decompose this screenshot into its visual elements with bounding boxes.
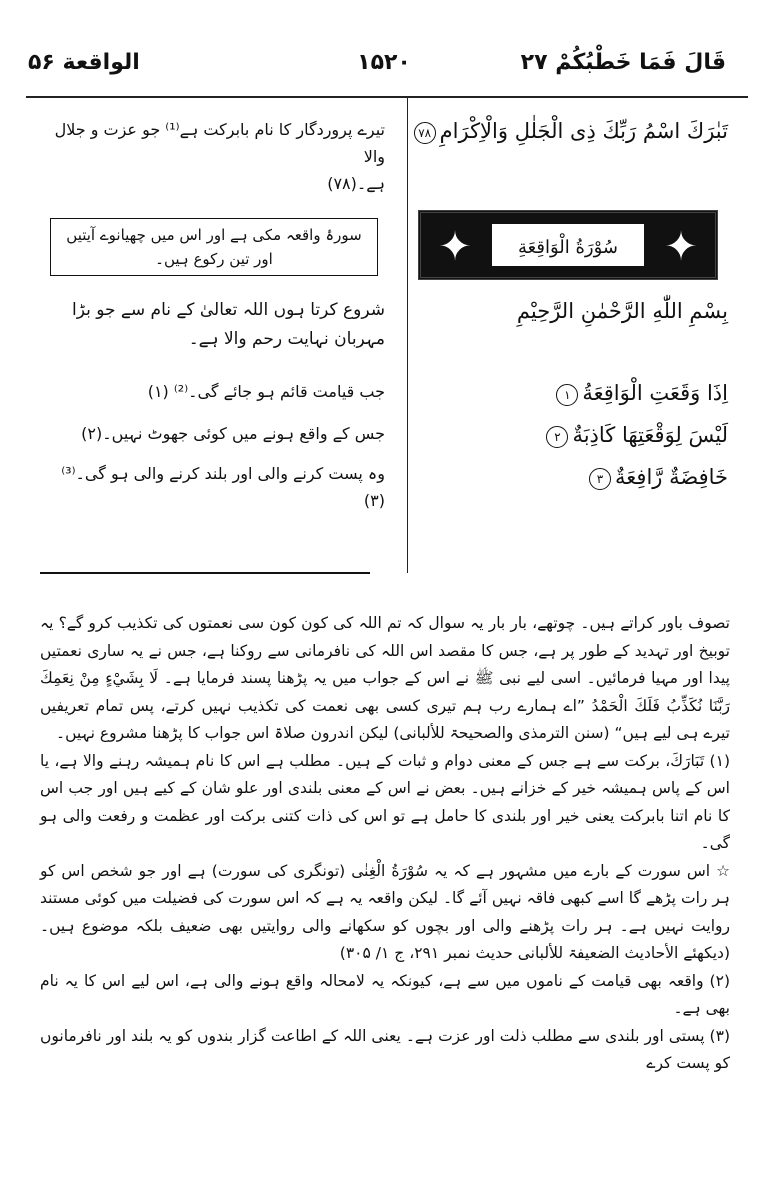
column-divider — [407, 98, 408, 573]
arabic-ayah-1: اِذَا وَقَعَتِ الْوَاقِعَةُ۱ — [556, 380, 728, 407]
footnote-continued: تصوف باور کراتے ہیں۔ چوتھے، بار بار یہ سوال کہ تم اللہ کی کون کون سی نعمتوں کی تکذیب کرو گے؟ یہ توبیخ اور تہدید کے طور پر ہے، جس کا مقصد اس اللہ کی نافرمانی سے روکنا ہے، جس نے یہ ساری نعمتیں پیدا اور مہیا فرمائیں۔ اسی لیے نبی ﷺ نے اس کے جواب میں یہ پڑھنا پسند فرمایا ہے۔ لَا بِشَيْءٍ مِنْ نِعَمِكَ رَبَّنَا نُكَذِّبُ فَلَكَ الْحَمْدُ ”اے ہمارے رب ہم تیری کسی بھی نعمت کی تکذیب نہیں کرتے، پس تمام تعریفیں تیرے ہی لیے ہیں“ (سنن الترمذی والصحیحۃ للألبانی) لیکن اندرون صلاۃ اس جواب کا پڑھنا مشروع نہیں۔ — [40, 614, 730, 742]
footnote-3: (۳) پستی اور بلندی سے مطلب ذلت اور عزت ہے۔ یعنی اللہ کے اطاعت گزار بندوں کو یہ بلند اور نافرمانوں کو پست کرے — [40, 1026, 730, 1072]
translation-bismillah: شروع کرتا ہوں اللہ تعالیٰ کے نام سے جو بڑا مہربان نہایت رحم والا ہے۔ — [72, 300, 385, 349]
ornament-star-icon: ✦ — [664, 224, 698, 270]
arabic-ayah-3: خَافِضَةٌ رَّافِعَةٌ۳ — [589, 464, 728, 491]
ayah-number: ۲ — [546, 426, 568, 448]
translation-1: جب قیامت قائم ہو جائے گی۔⁽²⁾ (۱) — [147, 382, 385, 401]
footnote-2: (۲) واقعہ بھی قیامت کے ناموں میں سے ہے، کیونکہ یہ لامحالہ واقع ہونے والی ہے، اس لیے اس کا یہ نام بھی ہے۔ — [40, 971, 730, 1017]
arabic-bismillah: بِسْمِ اللّٰهِ الرَّحْمٰنِ الرَّحِيْمِ — [516, 299, 728, 323]
footnote-surah-virtue: ☆ اس سورت کے بارے میں مشہور ہے کہ یہ سُوْرَةُ الْغِنٰی (تونگری کی سورت) ہے اور جو شخص اس کو ہر رات پڑھے گا اسے کبھی فاقہ نہیں آئے گا۔ لیکن واقعہ یہ ہے کہ اس سورت کی فضیلت میں کوئی مستند روایت نہیں ہے۔ ہر رات پڑھنے والی اور بچوں کو سکھانے والی روایتیں بھی ضعیف بلکہ موضوع ہیں۔ (دیکھئے الأحادیث الضعیفۃ للألبانی حدیث نمبر ۲۹۱، ج ۱/ ۳۰۵) — [40, 861, 730, 962]
juz-header: قَالَ فَمَا خَطْبُكُمْ ۲۷ — [520, 50, 726, 75]
header-divider — [26, 96, 748, 98]
arabic-ayah-78: تَبٰرَكَ اسْمُ رَبِّكَ ذِى الْجَلٰلِ وَالْاِكْرَامِ۷۸ — [414, 118, 728, 145]
ayah-number: ۱ — [556, 384, 578, 406]
page-number: ۱۵۲۰ — [357, 50, 411, 75]
arabic-ayah-2: لَيْسَ لِوَقْعَتِهَا كَاذِبَةٌ۲ — [546, 422, 728, 449]
footnote-divider — [40, 572, 370, 574]
footnote-1: (۱) تَبَارَكَ، برکت سے ہے جس کے معنی دوام و ثبات کے ہیں۔ مطلب ہے اس کا نام ہمیشہ رہنے والا ہے، یا اس کے پاس ہمیشہ خیر کے خزانے ہیں۔ بعض نے اس کے معنی بلندی اور علو شان کے کیے ہیں اور جب اس کا نام اتنا بابرکت یعنی خیر اور بلندی کا حامل ہے تو اس کی ذات کتنی برکت اور عظمت و رفعت والی ہو گی۔ — [40, 751, 730, 852]
surah-name-header: الواقعة ۵۶ — [28, 50, 140, 75]
ornament-star-icon: ✦ — [438, 224, 472, 270]
translation-78: تیرے پروردگار کا نام بابرکت ہے⁽¹⁾ جو عزت و جلال والا ہے۔(۷۸) — [54, 120, 385, 194]
translation-2: جس کے واقع ہونے میں کوئی جھوٹ نہیں۔(۲) — [81, 424, 385, 443]
surah-info-box: سورۂ واقعہ مکی ہے اور اس میں چھیانوے آیتیں اور تین رکوع ہیں۔ — [50, 218, 378, 276]
ayah-number: ۳ — [589, 468, 611, 490]
surah-title-banner — [418, 210, 718, 280]
arabic-quote: لَا بِشَيْءٍ مِنْ نِعَمِكَ رَبَّنَا نُكَذِّبُ فَلَكَ الْحَمْدُ — [40, 669, 730, 715]
ayah-number: ۷۸ — [414, 122, 436, 144]
footnotes — [40, 610, 730, 1078]
translation-3: وہ پست کرنے والی اور بلند کرنے والی ہو گی۔⁽³⁾ (۳) — [61, 464, 385, 511]
surah-title: سُوْرَةُ الْوَاقِعَةِ — [491, 223, 645, 267]
